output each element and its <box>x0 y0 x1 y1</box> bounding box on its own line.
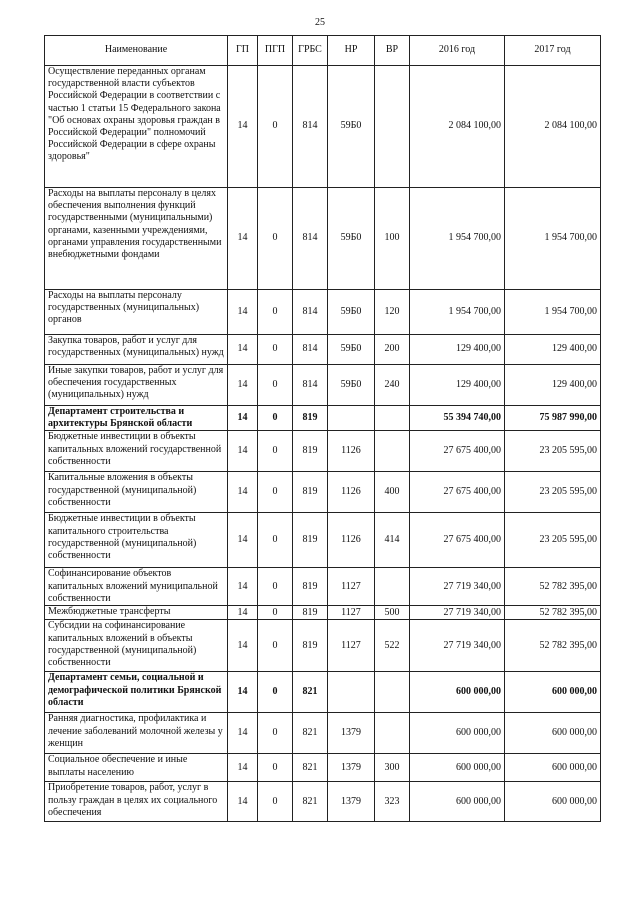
row-pgp: 0 <box>258 472 293 513</box>
row-amount-2016: 2 084 100,00 <box>410 66 505 188</box>
row-amount-2017: 2 084 100,00 <box>505 66 601 188</box>
row-pgp: 0 <box>258 188 293 290</box>
table-row <box>45 365 601 406</box>
row-grbs: 814 <box>293 365 328 406</box>
row-pgp: 0 <box>258 406 293 431</box>
row-vr <box>375 66 410 188</box>
row-amount-2016: 600 000,00 <box>410 672 505 713</box>
table-row <box>45 672 601 713</box>
row-gp: 14 <box>228 365 258 406</box>
row-grbs: 819 <box>293 513 328 568</box>
header-gp: ГП <box>228 36 258 66</box>
row-name: Капитальные вложения в объекты государственной (муниципальной) собственности <box>45 472 228 513</box>
row-amount-2016: 129 400,00 <box>410 365 505 406</box>
row-gp: 14 <box>228 672 258 713</box>
table-row <box>45 188 601 290</box>
budget-table <box>44 35 601 822</box>
header-2017: 2017 год <box>505 36 601 66</box>
row-name: Расходы на выплаты персоналу государственных (муниципальных) органов <box>45 290 228 335</box>
row-amount-2017: 1 954 700,00 <box>505 188 601 290</box>
table-row <box>45 66 601 188</box>
table-row <box>45 754 601 782</box>
row-name: Софинансирование объектов капитальных вложений муниципальной собственности <box>45 568 228 606</box>
row-nr: 1127 <box>328 606 375 620</box>
row-amount-2016: 27 675 400,00 <box>410 431 505 472</box>
row-gp: 14 <box>228 335 258 365</box>
row-nr: 1127 <box>328 568 375 606</box>
row-vr: 414 <box>375 513 410 568</box>
header-nr: НР <box>328 36 375 66</box>
row-nr: 59Б0 <box>328 365 375 406</box>
row-nr: 1126 <box>328 431 375 472</box>
row-nr: 59Б0 <box>328 335 375 365</box>
row-gp: 14 <box>228 188 258 290</box>
row-amount-2017: 600 000,00 <box>505 713 601 754</box>
row-vr: 522 <box>375 620 410 672</box>
header-2016: 2016 год <box>410 36 505 66</box>
row-amount-2016: 1 954 700,00 <box>410 290 505 335</box>
row-grbs: 821 <box>293 782 328 822</box>
row-name: Расходы на выплаты персоналу в целях обеспечения выполнения функций государственными (муниципальными) органами, казенными учреждениями, органами управления государственными внебюджетными фондами <box>45 188 228 290</box>
row-name: Осуществление переданных органам государственной власти субъектов Российской Федерации в соответствии с частью 1 статьи 15 Федерального закона "Об основах охраны здоровья граждан в Российской Федерации" полномочий Российской Федерации в сфере охраны здоровья" <box>45 66 228 188</box>
row-gp: 14 <box>228 620 258 672</box>
row-nr: 1379 <box>328 713 375 754</box>
header-grbs: ГРБС <box>293 36 328 66</box>
header-vr: ВР <box>375 36 410 66</box>
row-grbs: 814 <box>293 66 328 188</box>
row-pgp: 0 <box>258 672 293 713</box>
row-vr <box>375 406 410 431</box>
row-amount-2016: 600 000,00 <box>410 754 505 782</box>
row-gp: 14 <box>228 472 258 513</box>
row-amount-2017: 129 400,00 <box>505 335 601 365</box>
row-amount-2016: 27 719 340,00 <box>410 620 505 672</box>
row-amount-2017: 129 400,00 <box>505 365 601 406</box>
row-name: Субсидии на софинансирование капитальных вложений в объекты государственной (муниципальной) собственности <box>45 620 228 672</box>
row-gp: 14 <box>228 290 258 335</box>
row-vr: 500 <box>375 606 410 620</box>
row-grbs: 819 <box>293 568 328 606</box>
row-amount-2017: 23 205 595,00 <box>505 431 601 472</box>
row-nr: 1379 <box>328 782 375 822</box>
row-amount-2017: 1 954 700,00 <box>505 290 601 335</box>
row-grbs: 821 <box>293 713 328 754</box>
row-nr: 1127 <box>328 620 375 672</box>
row-grbs: 819 <box>293 431 328 472</box>
table-row <box>45 406 601 431</box>
row-name: Социальное обеспечение и иные выплаты населению <box>45 754 228 782</box>
row-amount-2017: 23 205 595,00 <box>505 513 601 568</box>
row-grbs: 819 <box>293 606 328 620</box>
row-pgp: 0 <box>258 335 293 365</box>
row-amount-2016: 1 954 700,00 <box>410 188 505 290</box>
table-row <box>45 472 601 513</box>
row-amount-2016: 27 719 340,00 <box>410 568 505 606</box>
row-pgp: 0 <box>258 568 293 606</box>
row-amount-2017: 23 205 595,00 <box>505 472 601 513</box>
row-grbs: 814 <box>293 188 328 290</box>
row-pgp: 0 <box>258 620 293 672</box>
row-name: Бюджетные инвестиции в объекты капитального строительства государственной (муниципальной) собственности <box>45 513 228 568</box>
row-vr: 240 <box>375 365 410 406</box>
row-name: Бюджетные инвестиции в объекты капитальных вложений государственной собственности <box>45 431 228 472</box>
table-row <box>45 431 601 472</box>
row-vr <box>375 568 410 606</box>
row-amount-2017: 75 987 990,00 <box>505 406 601 431</box>
row-amount-2017: 52 782 395,00 <box>505 620 601 672</box>
row-grbs: 814 <box>293 335 328 365</box>
row-pgp: 0 <box>258 713 293 754</box>
row-pgp: 0 <box>258 290 293 335</box>
row-nr: 1379 <box>328 754 375 782</box>
table-row <box>45 513 601 568</box>
row-vr <box>375 713 410 754</box>
row-amount-2017: 52 782 395,00 <box>505 606 601 620</box>
row-amount-2017: 600 000,00 <box>505 672 601 713</box>
row-pgp: 0 <box>258 606 293 620</box>
row-vr: 120 <box>375 290 410 335</box>
table-row <box>45 782 601 822</box>
row-name: Департамент строительства и архитектуры Брянской области <box>45 406 228 431</box>
row-name: Межбюджетные трансферты <box>45 606 228 620</box>
row-vr: 323 <box>375 782 410 822</box>
row-name: Закупка товаров, работ и услуг для государственных (муниципальных) нужд <box>45 335 228 365</box>
row-pgp: 0 <box>258 66 293 188</box>
row-pgp: 0 <box>258 782 293 822</box>
row-gp: 14 <box>228 782 258 822</box>
row-amount-2016: 27 719 340,00 <box>410 606 505 620</box>
row-gp: 14 <box>228 66 258 188</box>
row-amount-2016: 600 000,00 <box>410 713 505 754</box>
row-pgp: 0 <box>258 431 293 472</box>
row-amount-2016: 27 675 400,00 <box>410 513 505 568</box>
row-grbs: 814 <box>293 290 328 335</box>
row-nr <box>328 672 375 713</box>
row-vr <box>375 672 410 713</box>
row-nr <box>328 406 375 431</box>
row-amount-2016: 55 394 740,00 <box>410 406 505 431</box>
row-nr: 1126 <box>328 513 375 568</box>
row-nr: 59Б0 <box>328 188 375 290</box>
row-amount-2016: 600 000,00 <box>410 782 505 822</box>
page-number: 25 <box>315 17 325 28</box>
row-grbs: 821 <box>293 754 328 782</box>
row-amount-2017: 600 000,00 <box>505 782 601 822</box>
row-vr: 400 <box>375 472 410 513</box>
row-grbs: 821 <box>293 672 328 713</box>
row-grbs: 819 <box>293 406 328 431</box>
row-gp: 14 <box>228 568 258 606</box>
row-name: Иные закупки товаров, работ и услуг для обеспечения государственных (муниципальных) нужд <box>45 365 228 406</box>
row-vr: 100 <box>375 188 410 290</box>
table-header-row <box>45 36 601 66</box>
row-gp: 14 <box>228 431 258 472</box>
row-gp: 14 <box>228 754 258 782</box>
row-name: Ранняя диагностика, профилактика и лечение заболеваний молочной железы у женщин <box>45 713 228 754</box>
row-gp: 14 <box>228 406 258 431</box>
row-gp: 14 <box>228 713 258 754</box>
row-nr: 59Б0 <box>328 66 375 188</box>
row-name: Департамент семьи, социальной и демографической политики Брянской области <box>45 672 228 713</box>
table-row <box>45 290 601 335</box>
row-amount-2017: 52 782 395,00 <box>505 568 601 606</box>
table-row <box>45 335 601 365</box>
header-pgp: ПГП <box>258 36 293 66</box>
row-nr: 59Б0 <box>328 290 375 335</box>
table-row <box>45 606 601 620</box>
row-vr <box>375 431 410 472</box>
table-row <box>45 568 601 606</box>
row-grbs: 819 <box>293 620 328 672</box>
row-pgp: 0 <box>258 365 293 406</box>
header-name: Наименование <box>45 36 228 66</box>
row-vr: 200 <box>375 335 410 365</box>
table-row <box>45 620 601 672</box>
table-row <box>45 713 601 754</box>
row-nr: 1126 <box>328 472 375 513</box>
row-pgp: 0 <box>258 754 293 782</box>
row-amount-2016: 27 675 400,00 <box>410 472 505 513</box>
row-gp: 14 <box>228 606 258 620</box>
row-gp: 14 <box>228 513 258 568</box>
row-amount-2017: 600 000,00 <box>505 754 601 782</box>
row-name: Приобретение товаров, работ, услуг в пользу граждан в целях их социального обеспечения <box>45 782 228 822</box>
row-amount-2016: 129 400,00 <box>410 335 505 365</box>
row-grbs: 819 <box>293 472 328 513</box>
row-vr: 300 <box>375 754 410 782</box>
row-pgp: 0 <box>258 513 293 568</box>
